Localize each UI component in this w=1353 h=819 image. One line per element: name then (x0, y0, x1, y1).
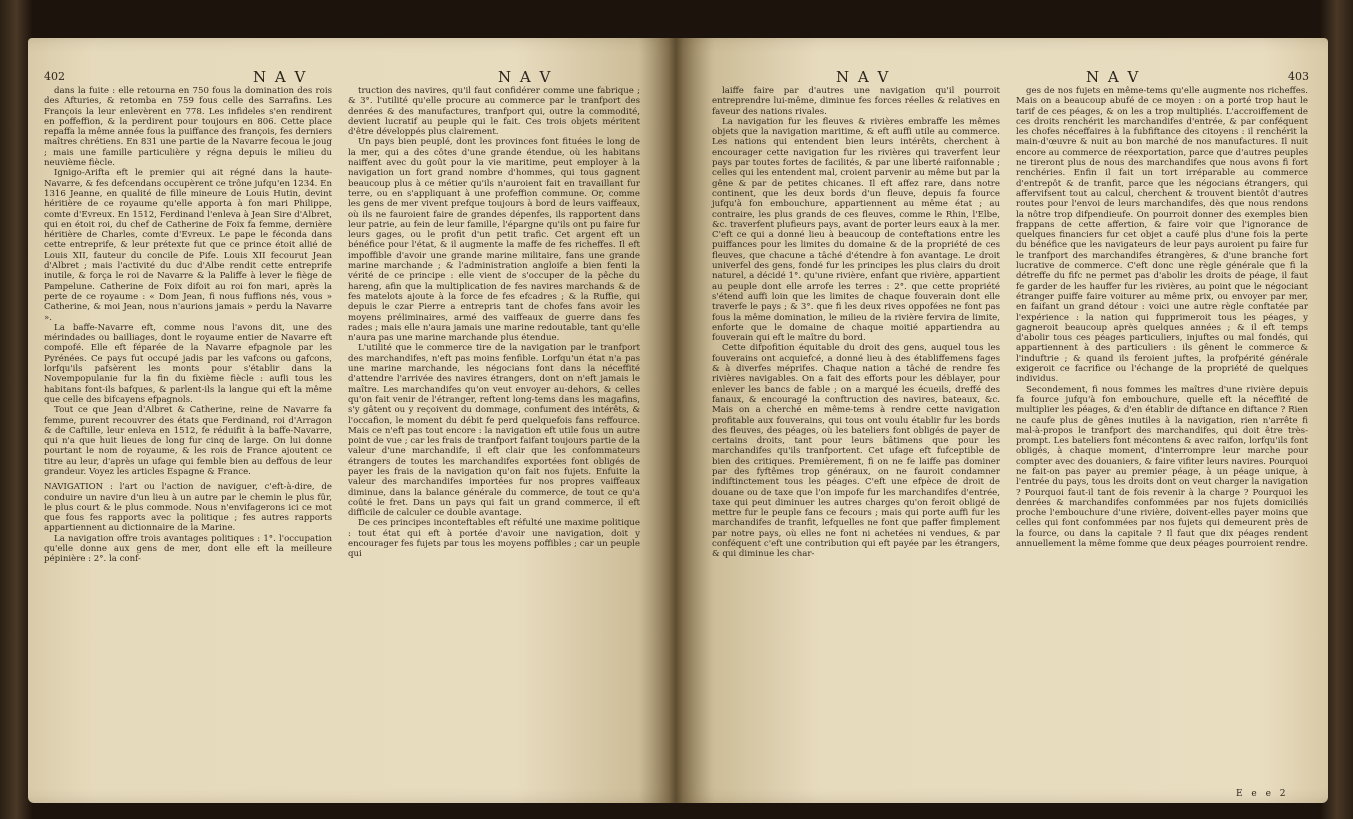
paragraph: La navigation fur les fleuves & rivières embraffe les mêmes objets que la navigation maritime, & eft auffi utile au commerce. Les nations qui entendent bien leurs intérêts, cherchent à encourager cette navigation fur les rivières qui traverfent leur pays par toutes fortes de facilités, & par une liberté raifonnable ; celles qui les entendent mal, croient parvenir au même but par la gêne & par de petites chicanes. Il eft affez rare, dans notre continent, que les deux bords d'un fleuve, depuis fa fource jufqu'à fon embouchure, appartiennent au même état ; au contraire, les plus grands de ces fleuves, comme le Rhin, l'Elbe, &c. traverfent plufieurs pays, avant de porter leurs eaux à la mer. C'eft ce qui a donné lieu à beaucoup de conteftations entre les puiffances pour les limites du domaine & de la propriété de ces fleuves, que chacune a tâché d'étendre à fon avantage. Le droit univerfel des gens, fondé fur les principes les plus clairs du droit naturel, a décidé 1°. qu'une rivière, enfant que rivière, appartient au peuple dont elle arrofe les terres : 2°. que cette propriété s'étend auffi loin que les limites de chaque fouverain dont elle traverfe le pays ; & 3°. que fi les deux rives oppofées ne font pas fous la même domination, le milieu de la rivière fervira de limite, enforte que le domaine de chaque moitié appartiendra au fouverain qui eft le maître du bord. (712, 116, 1000, 344)
paragraph: Tout ce que Jean d'Albret & Catherine, reine de Navarre fa femme, purent recouvrer des états que Ferdinand, roi d'Arragon & de Caftille, leur enleva en 1512, fe réduifit à la baffe-Navarre, qui n'a que huit lieues de long fur cinq de large. On lui donne pourtant le nom de royaume, & les rois de France ajoutent ce titre au leur, d'après un ufage qui femble bien au deffous de leur grandeur. Voyez les articles Espagne & France. (44, 405, 332, 477)
running-head: N A V (253, 68, 308, 86)
paragraph: Secondement, fi nous fommes les maîtres d'une rivière depuis fa fource jufqu'à fon embouchure, quelle eft la néceffité de multiplier les péages, & d'en établir de diftance en diftance ? Rien ne caufe plus de gênes inutiles à la navigation, rien n'arrête fi mal-à-propos le tranfport des marchandifes, qui doit être très-prompt. Les bateliers font mécontens & avec raifon, lorfqu'ils font obligés, à chaque moment, d'interrompre leur marche pour compter avec des douaniers, & faire vifiter leurs navires. Pourquoi ne fait-on pas payer au premier péage, à un péage unique, à l'entrée du pays, tous les droits dont on veut charger la navigation ? Pourquoi faut-il tant de fois revenir à la charge ? Pourquoi les denrées & marchandifes confommées par nos fujets domiciliés proche l'embouchure d'une rivière, doivent-elles payer moins que celles qui font confommées par nos fujets qui demeurent près de la fource, ou dans la capitale ? Il faut que dix péages rendent annuellement la même fomme que deux péages pourroient rendre. (1016, 384, 1308, 550)
page-number: 403 (1288, 70, 1309, 83)
paragraph: dans la fuite : elle retourna en 750 fous la domination des rois des Afturies, & retomba en 759 fous celle des Sarrafins. Les François la leur enlevèrent en 778. Les infideles s'en rendirent en poffeffion, & la perdirent pour toujours en 806. Cette place repaffa la même année fous la puiffance des françois, fes derniers maîtres chrétiens. En 831 une partie de la Navarre fecoua le joug ; mais une famille particulière y régna depuis le milieu du neuvième fiècle. (44, 86, 332, 169)
text-column-1 (712, 86, 1000, 560)
paragraph: La navigation offre trois avantages politiques : 1°. l'occupation qu'elle donne aux gens de mer, dont elle eft la meilleure pépinière : 2°. la conf- (44, 533, 332, 565)
paragraph: laiffe faire par d'autres une navigation qu'il pourroit entreprendre lui-même, diminue fes forces réelles & relatives en faveur des nations rivales. (712, 86, 1000, 117)
text-column-2 (1016, 86, 1308, 549)
running-head: N A V (498, 68, 553, 86)
paragraph: ges de nos fujets en même-tems qu'elle augmente nos richeffes. Mais on a beaucoup abufé de ce moyen : on a porté trop haut le tarif de ces péages, & on les a trop multipliés. L'accroiffement de ces droits renchérit les marchandifes d'entrée, & par conféquent les chofes néceffaires à la fubfiftance des citoyens : il renchérit la main-d'œuvre & nuit au bon marché de nos manufactures. Il nuit encore au commerce de réexportation, parce que d'autres peuples ne tireront plus de nous des marchandifes que nous avons fi fort renchéries. Enfin il fait un tort irréparable au commerce d'entrepôt & de tranfit, parce que les négocians étrangers, qui affervifsent tout au calcul, cherchent & trouvent bientôt d'autres routes pour l'envoi de leurs marchandifes, dès que nous rendons la nôtre trop difpendieufe. On pourroit donner des exemples bien frappans de cette affertion, & faire voir que l'ignorance de quelques financiers fur cet objet a caufé plus d'une fois la perte du bénéfice que les navigateurs de leur pays auroient pu faire fur le tranfport des marchandifes étrangères, & d'une branche fort lucrative de commerce. C'eft donc une règle générale que fi la détreffe du fifc ne permet pas d'abolir les droits de péage, il faut fe garder de les hauffer fur les rivières, au point que le négociant étranger puiffe faire voiturer au même prix, ou envoyer par mer, en faifant un grand détour : voici une autre règle conftatée par l'expérience : la nation qui fupprimeroit tous les péages, y gagneroit beaucoup après quelques années ; & il eft temps d'abolir tous ces péages particuliers, injuftes ou mal fondés, qui appartiennent à des particuliers : ils gênent le commerce & l'induftrie ; & quand ils feroient juftes, la profpérité générale exigeroit ce facrifice ou l'échange de la propriété de quelques individus. (1016, 86, 1308, 385)
paragraph: Un pays bien peuplé, dont les provinces font fituées le long de la mer, qui a des côtes d'une grande étendue, où les habitans naiffent avec du goût pour la vie maritime, peut employer à la navigation un fort grand nombre d'hommes, qui tous gagnent beaucoup plus à ce métier qu'ils n'auroient fait en travaillant fur terre, ou en s'appliquant à une profeffion commune. Or, comme les gens de mer vivent prefque toujours à bord de leurs vaiffeaux, où ils ne fauroient faire de grandes dépenfes, ils rapportent dans leur patrie, au fein de leur famille, l'épargne qu'ils ont pu faire fur leurs gages, ou le profit d'un petit trafic. Cet argent eft un bénéfice pour l'état, & il augmente la maffe de fes richeffes. Il eft impoffible d'avoir une grande marine militaire, fans une grande marine marchande ; & l'administration angloife a bien fenti la vérité de ce principe : elle vient de s'occuper de la pêche du hareng, afin que la multiplication de fes navires marchands & de fes matelots ajoute à la force de fes efcadres ; & la Ruffie, qui depuis le czar Pierre a entrepris tant de chofes fans avoir les moyens préliminaires, armé des vaiffeaux de guerre dans fes rades ; mais elle n'aura jamais une marine redoutable, tant qu'elle n'aura pas une marine marchande plus étendue. (348, 137, 640, 344)
paragraph: Ignigo-Arifta eft le premier qui ait régné dans la haute-Navarre, & fes defcendans occupèrent ce trône jufqu'en 1234. En 1316 Jeanne, en qualité de fille mineure de Louis Hutin, devint héritière de ce royaume qu'elle apporta à fon mari Philippe, comte d'Evreux. En 1512, Ferdinand l'enleva à Jean Sire d'Albret, qui en étoit roi, du chef de Catherine de Foix fa femme, dernière héritière de Charles, comte d'Evreux. Le pape le féconda dans cette entreprife, & leur prétexte fut que ce prince étoit allié de Louis XII, fauteur du concile de Pife. Louis XII fecourut Jean d'Albret ; mais l'activité du duc d'Albe rendit cette entreprife inutile, & força le roi de Navarre & la Paliffe à lever le fiège de Pampelune. Catherine de Foix difoit au roi fon mari, après la perte de ce royaume : « Dom Jean, fi nous fuffions nés, vous » Catherine, & moi Jean, nous n'aurions jamais » perdu la Navarre ». (44, 168, 332, 323)
paragraph: De ces principes inconteftables eft réfulté une maxime politique : tout état qui eft à portée d'avoir une navigation, doit y encourager fes fujets par tous les moyens poffibles ; car un peuple qui (348, 518, 640, 560)
running-head: N A V (1086, 68, 1141, 86)
paragraph: Cette difpofition équitable du droit des gens, auquel tous les fouverains ont acquiefcé, a donné lieu à des établiffemens fages & à diverfes méprifes. Chaque nation a tâché de rendre fes rivières navigables. On a fait des efforts pour les déblayer, pour enlever les bancs de fable ; on a marqué les écueils, dreffé des fanaux, & encouragé la conftruction des navires, bateaux, &c. Mais on a cherché en même-tems à rendre cette navigation profitable aux fouverains, qui tous ont voulu établir fur les bords des fleuves, des péages, où les bateliers font obligés de payer de certains droits, tant pour leurs bâtimens que pour les marchandifes qu'ils tranfportent. Cet ufage eft fufceptible de bien des critiques. Premièrement, fi on ne fe laiffe pas dominer par des fyftêmes trop généraux, on ne fauroit condamner indiftinctement tous les péages. C'eft une efpèce de droit de douane ou de taxe que l'on impofe fur les marchandifes d'entrée, taxe qui peut diminuer les autres charges qu'on feroit obligé de mettre fur le peuple fans ce fecours ; mais qui porte auffi fur les marchandifes de tranfit, lefquelles ne font que paffer fimplement par notre pays, où elles ne font ni achetées ni vendues, & par conféquent c'eft une contribution qui eft payée par les étrangers, & qui diminue les char- (712, 343, 1000, 560)
paragraph: La baffe-Navarre eft, comme nous l'avons dit, une des mérindades ou bailliages, dont le royaume entier de Navarre eft compofé. Elle eft féparée de la Navarre efpagnole par les Pyrénées. Ce pays fut occupé jadis par les vafcons ou gafcons, lorfqu'ils pafsèrent les monts pour s'établir dans la Novempopulanie fur la fin du fixième fiècle : aufli tous les habitans font-ils bafques, & parlent-ils la langue qui eft la même que celle des bifcayens efpagnols. (44, 322, 332, 405)
paragraph: L'utilité que le commerce tire de la navigation par le tranfport des marchandifes, n'eft pas moins fenfible. Lorfqu'un état n'a pas une marine marchande, les négocians font dans la néceffité d'attendre l'arrivée des navires étrangers, dont on n'eft jamais le maître. Les marchandifes qu'on veut envoyer au-dehors, & celles qu'on fait venir de l'étranger, reftent long-tems dans les magafins, s'y gâtent ou y reçoivent du dommage, confument des intérêts, & l'occafion, le moment du débit fe perd quelquefois fans reffource. Mais ce n'eft pas tout encore : la navigation eft utile fous un autre point de vue ; car les frais de tranfport faifant toujours partie de la valeur d'une marchandife, il eft clair que les confommateurs étrangers de toutes les marchandifes exportées font obligés de payer les frais de la navigation qu'on fait nos fujets. Enfuite la valeur des marchandifes importées fur nos propres vaiffeaux diminue, dans la balance générale du commerce, de tout ce qu'a coûté le fret. Dans un pays qui fait un grand commerce, il eft difficile de calculer ce double avantage. (348, 343, 640, 519)
text-column-2 (348, 86, 640, 560)
paragraph: truction des navires, qu'il faut confidérer comme une fabrique ; & 3°. l'utilité qu'elle procure au commerce par le tranfport des denrées & des manufactures, tranfport qui, outre la commodité, devient lucratif au peuple qui le fait. Ces trois objets méritent d'être développés plus clairement. (348, 86, 640, 138)
running-head: N A V (836, 68, 891, 86)
article-heading-paragraph: NAVIGATION : l'art ou l'action de naviguer, c'eft-à-dire, de conduire un navire d'un lieu à un autre par le chemin le plus fûr, le plus court & le plus commode. Nous n'envifagerons ici ce mot que fous fes rapports avec la politique ; fes autres rapports appartiennent au dictionnaire de la Marine. (44, 482, 332, 534)
right-page (676, 38, 1328, 803)
text-column-1 (44, 86, 332, 565)
left-page (28, 38, 676, 803)
signature-mark: E e e 2 (1236, 789, 1289, 799)
page-number: 402 (44, 70, 65, 83)
